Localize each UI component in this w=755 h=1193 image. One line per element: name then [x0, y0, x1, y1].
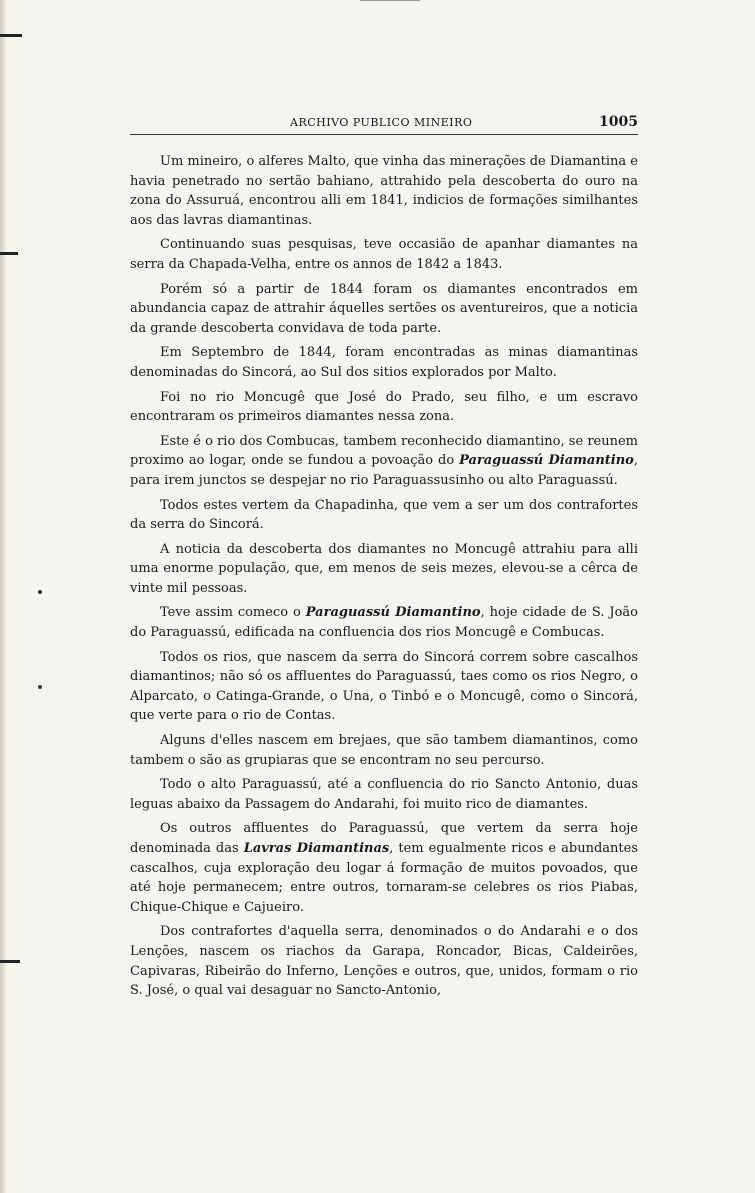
paragraph — [130, 432, 638, 491]
paragraph-text: Este é o rio dos Combucas, tambem reconhecido diamantino, se reunem proximo ao logar, onde se fundou a povoação do — [130, 433, 638, 469]
paragraph — [130, 152, 638, 230]
paragraph — [130, 922, 638, 1000]
paragraph — [130, 280, 638, 339]
paragraph-text: Continuando suas pesquisas, teve occasião de apanhar diamantes na serra da Chapada-Velha, entre os annos de 1842 a 1843. — [130, 237, 638, 272]
paragraph — [130, 775, 638, 814]
paragraph — [130, 603, 638, 642]
page-number: 1005 — [599, 114, 638, 130]
article-body — [130, 152, 638, 1006]
paragraph — [130, 388, 638, 427]
paragraph — [130, 235, 638, 274]
margin-dot — [38, 590, 42, 594]
paragraph-text: Todos os rios, que nascem da serra do Sincorá correm sobre cascalhos diamantinos; não só os affluentes do Paraguassú, taes como os rios Negro, o Alparcato, o Catinga-Grande, o Una, o Tinbó e o Moncugê, como o Sincorá, que verte para o rio de Contas. — [130, 649, 638, 724]
paragraph-text: Alguns d'elles nascem em brejaes, que são tambem diamantinos, como tambem o são as grupiaras que se encontram no seu percurso. — [130, 733, 638, 768]
running-title: ARCHIVO PUBLICO MINEIRO — [290, 116, 473, 129]
page-binding-edge — [0, 0, 6, 1193]
paragraph-text: , para irem junctos se despejar no rio Paraguassusinho ou alto Paraguassú. — [130, 453, 638, 488]
binding-mark — [0, 960, 20, 963]
running-header — [130, 114, 638, 134]
paragraph — [130, 496, 638, 535]
paragraph — [130, 343, 638, 382]
header-rule — [130, 134, 638, 135]
margin-dot — [38, 685, 42, 689]
binding-mark — [0, 34, 22, 37]
binding-mark — [0, 252, 18, 255]
paragraph-text: , tem egualmente ricos e abundantes cascalhos, cuja exploração deu logar á formação de muitos povoados, que até hoje permanecem; entre outros, tornaram-se celebres os rios Piabas, Chique-Chique e Cajueiro. — [130, 841, 639, 915]
paragraph-text: A noticia da descoberta dos diamantes no Moncugê attrahiu para alli uma enorme população, que, em menos de seis mezes, elevou-se a cêrca de vinte mil pessoas. — [130, 541, 638, 596]
paragraph-text: Dos contrafortes d'aquella serra, denominados o do Andarahi e o dos Lenções, nascem os riachos da Garapa, Roncador, Bicas, Caldeirões, Capivaras, Ribeirão do Inferno, Lenções e outros, que, unidos, formam o rio S. José, o qual vai desaguar no Sancto-Antonio, — [130, 924, 638, 999]
paragraph-text: Em Septembro de 1844, foram encontradas as minas diamantinas denominadas do Sincorá, ao Sul dos sitios explorados por Malto. — [130, 345, 638, 380]
paragraph-text: Os outros affluentes do Paraguassú, que vertem da serra hoje denominada das — [130, 821, 638, 856]
paragraph — [130, 648, 638, 726]
paragraph-text: Teve assim comeco o — [160, 605, 306, 621]
paragraph-text: Todo o alto Paraguassú, até a confluencia do rio Sancto Antonio, duas leguas abaixo da Passagem do Andarahi, foi muito rico de diamantes. — [130, 777, 638, 812]
paragraph-text: Porém só a partir de 1844 foram os diamantes encontrados em abundancia capaz de attrahir áquelles sertões os aventureiros, que a noticia da grande descoberta convidava de toda parte. — [130, 281, 638, 336]
italic-place-name: Paraguassú Diamantino — [459, 453, 634, 469]
paragraph-text: , hoje cidade de S. João do Paraguassú, edificada na confluencia dos rios Moncugê e Combucas. — [130, 605, 638, 641]
paragraph-text: Foi no rio Moncugê que José do Prado, seu filho, e um escravo encontraram os primeiros diamantes nessa zona. — [130, 389, 638, 425]
paragraph-text: Um mineiro, o alferes Malto, que vinha das minerações de Diamantina e havia penetrado no sertão bahiano, attrahido pela descoberta do ouro na zona do Assuruá, encontrou alli em 1841, indicios de formações similhantes aos das lavras diamantinas. — [130, 154, 638, 228]
italic-place-name: Lavras Diamantinas — [243, 841, 390, 856]
paragraph — [130, 731, 638, 770]
top-edge-rule — [360, 0, 420, 1]
italic-place-name: Paraguassú Diamantino — [305, 605, 481, 621]
paragraph-text: Todos estes vertem da Chapadinha, que vem a ser um dos contrafortes da serra do Sincorá. — [130, 497, 638, 533]
paragraph — [130, 819, 638, 917]
paragraph — [130, 540, 638, 599]
